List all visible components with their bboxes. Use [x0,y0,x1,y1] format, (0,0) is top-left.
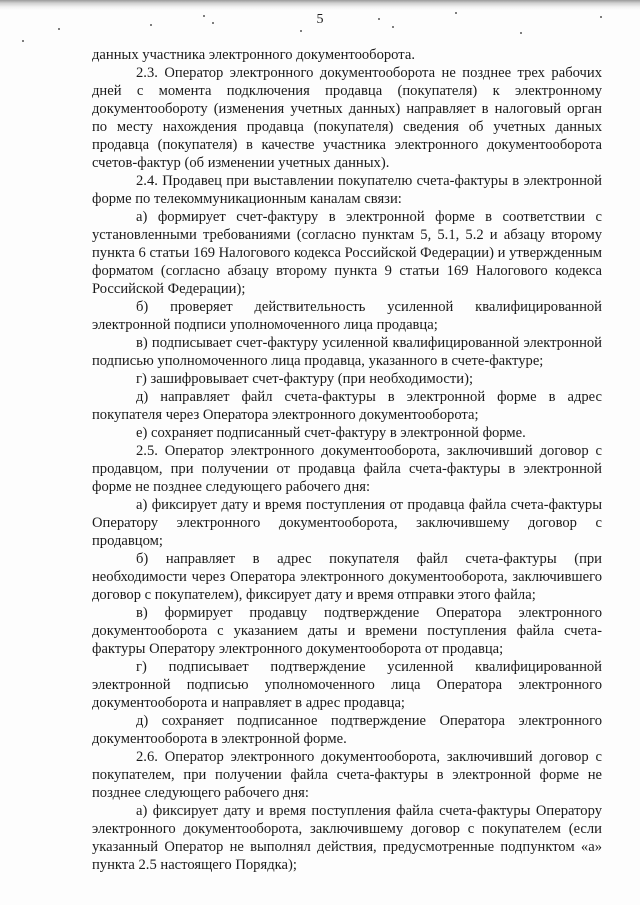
paragraph: б) проверяет действительность усиленной квалифицированной электронной подписи уполномоченного лица продавца; [92,299,602,333]
paragraph: в) подписывает счет-фактуру усиленной квалифицированной электронной подписью уполномоченного лица продавца, указанного в счете-фактуре; [92,335,602,369]
paragraph: в) формирует продавцу подтверждение Оператора электронного документооборота с указанием даты и времени поступления файла счета-фактуры Оператору электронного документооборота от продавца; [92,605,602,657]
paragraph: д) направляет файл счета-фактуры в электронной форме в адрес покупателя через Оператора электронного документооборота; [92,389,602,423]
paragraph: 2.3. Оператор электронного документооборота не позднее трех рабочих дней с момента подключения продавца (покупателя) к электронному документообороту (изменения учетных данных) направляет в налоговый орган по месту нахождения продавца (покупателя) сведения об учетных данных продавца (покупателя) в качестве участника электронного документооборота счетов-фактур (об изменении учетных данных). [92,65,602,171]
scan-edge-shadow [0,0,640,10]
page-number: 5 [316,12,324,27]
paragraph: 2.6. Оператор электронного документооборота, заключивший договор с покупателем, при получении файла счета-фактуры в электронной форме не позднее следующего рабочего дня: [92,749,602,801]
paragraph: данных участника электронного документооборота. [92,47,415,63]
paragraph: 2.4. Продавец при выставлении покупателю счета-фактуры в электронной форме по телекоммуникационным каналам связи: [92,173,602,207]
paragraph: д) сохраняет подписанное подтверждение Оператора электронного документооборота в электронной форме. [92,713,602,747]
paragraph: г) подписывает подтверждение усиленной квалифицированной электронной подписью уполномоченного лица Оператора электронного документооборота и направляет в адрес продавца; [92,659,602,711]
paragraph: а) фиксирует дату и время поступления от продавца файла счета-фактуры Оператору электронного документооборота, заключившему договор с продавцом; [92,497,602,549]
paragraph: а) фиксирует дату и время поступления файла счета-фактуры Оператору электронного документооборота, заключившему договор с покупателем (если указанный Оператор не выполнял действия, предусмотренные подпунктом «а» пункта 2.5 настоящего Порядка); [92,803,602,873]
paragraph: г) зашифровывает счет-фактуру (при необходимости); [136,371,474,387]
paragraph: а) формирует счет-фактуру в электронной форме в соответствии с установленными требованиями (согласно пунктам 5, 5.1, 5.2 и абзацу второму пункта 6 статьи 169 Налогового кодекса Российской Федерации) и утвержденным форматом (согласно абзацу второму пункта 9 статьи 169 Налогового кодекса Российской Федерации); [92,209,602,297]
document-body [92,46,602,874]
paragraph: е) сохраняет подписанный счет-фактуру в электронной форме. [136,425,526,441]
paragraph: б) направляет в адрес покупателя файл счета-фактуры (при необходимости через Оператора электронного документооборота, заключившего договор с покупателем), фиксирует дату и время отправки этого файла; [92,551,602,603]
paragraph: 2.5. Оператор электронного документооборота, заключивший договор с продавцом, при получении от продавца файла счета-фактуры в электронной форме не позднее следующего рабочего дня: [92,443,602,495]
